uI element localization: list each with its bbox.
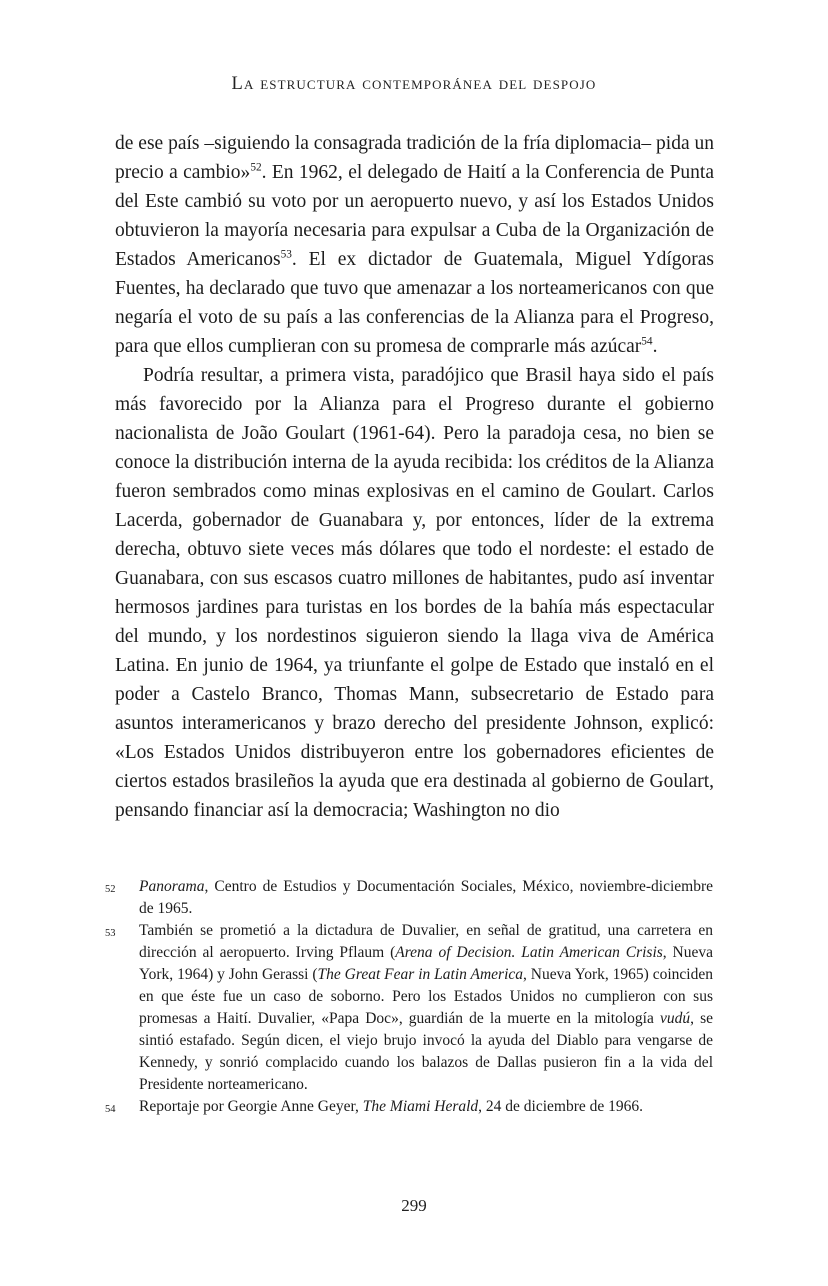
- footnote-number: 53: [105, 928, 116, 939]
- footnotes: [105, 876, 713, 1121]
- footnote-text: Reportaje por Georgie Anne Geyer, The Miami Herald, 24 de diciembre de 1966.: [139, 1098, 644, 1115]
- footnote-number: 52: [105, 884, 116, 895]
- running-header: La estructura contemporánea del despojo: [231, 74, 597, 94]
- footnote-number: 54: [105, 1104, 116, 1115]
- footnote-item: [105, 920, 713, 1096]
- page-number: 299: [401, 1196, 427, 1215]
- footnote-item: [105, 876, 713, 920]
- footnote-text: También se prometió a la dictadura de Duvalier, en señal de gratitud, una carretera en dirección al aeropuerto. Irving Pflaum (Arena of Decision. Latin American Crisis, Nueva York, 1964) y John Gerassi (The Great Fear in Latin America, Nueva York, 1965) coinciden en que éste fue un caso de soborno. Pero los Estados Unidos no cumplieron con sus promesas a Haití. Duvalier, «Papa Doc», guardián de la muerte en la mitología vudú, se sintió estafado. Según dicen, el viejo brujo invocó la ayuda del Diablo para vengarse de Kennedy, y sonrió complacido cuando los balazos de Dallas pusieron fin a la vida del Presidente norteamericano.: [139, 922, 714, 1093]
- body-paragraph: Podría resultar, a primera vista, paradójico que Brasil haya sido el país más favorecido por la Alianza para el Progreso durante el gobierno nacionalista de João Goulart (1961-64). Pero la paradoja cesa, no bien se conoce la distribución interna de la ayuda recibida: los créditos de la Alianza fueron sembrados como minas explosivas en el camino de Goulart. Carlos Lacerda, gobernador de Guanabara y, por entonces, líder de la extrema derecha, obtuvo siete veces más dólares que todo el nordeste: el estado de Guanabara, con sus escasos cuatro millones de habitantes, pudo así inventar hermosos jardines para turistas en los bordes de la bahía más espectacular del mundo, y los nordestinos siguieron siendo la llaga viva de América Latina. En junio de 1964, ya triunfante el golpe de Estado que instaló en el poder a Castelo Branco, Thomas Mann, subsecretario de Estado para asuntos interamericanos y brazo derecho del presidente Johnson, explicó: «Los Estados Unidos distribuyeron entre los gobernadores eficientes de ciertos estados brasileños la ayuda que era destinada al gobierno de Goulart, pensando financiar así la democracia; Washington no dio: [115, 365, 714, 821]
- body-text: [115, 129, 714, 825]
- body-paragraph: de ese país –siguiendo la consagrada tradición de la fría diplomacia– pida un precio a cambio»$^{52}$. En 1962, el delegado de Haití a la Conferencia de Punta del Este cambió su voto por un aeropuerto nuevo, y así los Estados Unidos obtuvieron la mayoría necesaria para expulsar a Cuba de la Organización de Estados Americanos$^{53}$. El ex dictador de Guatemala, Miguel Ydígoras Fuentes, ha declarado que tuvo que amenazar a los norteamericanos con que negaría el voto de su país a las conferencias de la Alianza para el Progreso, para que ellos cumplieran con su promesa de comprarle más azúcar$^{54}$.: [115, 133, 714, 357]
- footnote-text: Panorama, Centro de Estudios y Documentación Sociales, México, noviembre-diciembre de 1965.: [139, 878, 713, 917]
- footnote-item: [105, 1096, 713, 1121]
